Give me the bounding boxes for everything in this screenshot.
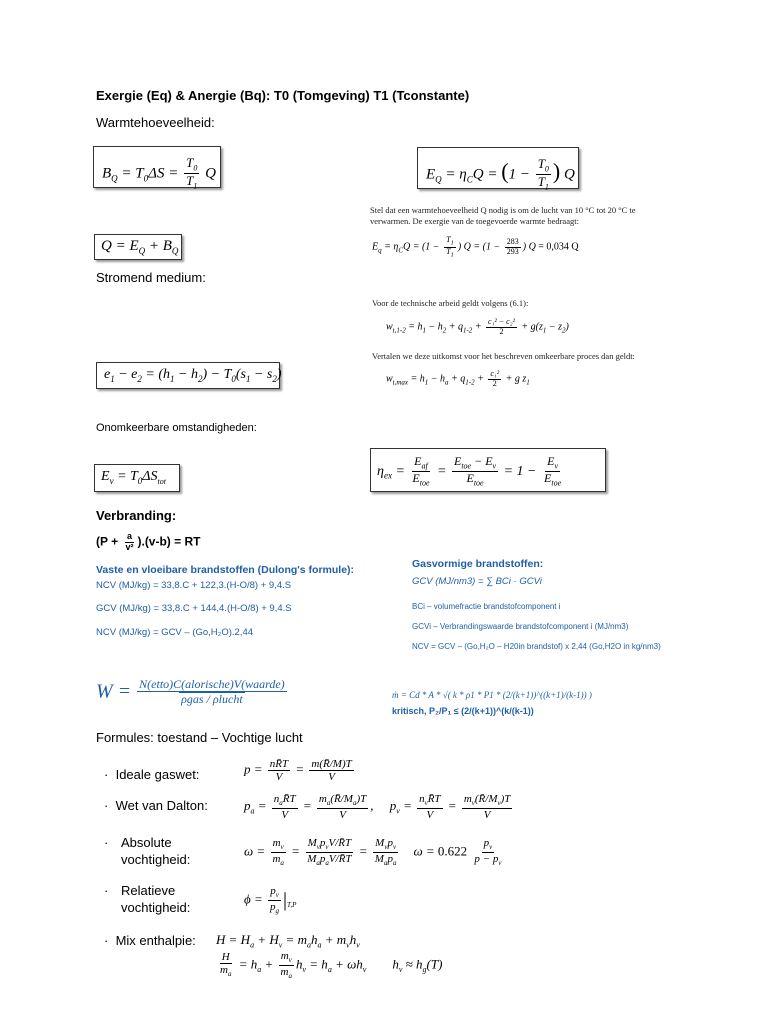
absolute-vochtigheid-label: Absolute vochtigheid: (121, 835, 191, 867)
gas-heading: Gasvormige brandstoffen: (412, 558, 544, 570)
bullet-mix-enthalpie: · Mix enthalpie: (104, 933, 196, 948)
relatieve-vochtigheid-label: Relatieve vochtigheid: (121, 883, 191, 915)
formula-mix-enthalpie-1: $H = H_a + H_v = m_ah_a + m_vh_v$ (216, 932, 360, 950)
scan-techn-arbeid: Voor de technische arbeid geldt volgens (6.1): (372, 298, 529, 308)
section-onomkeerbaar: Onomkeerbare omstandigheden: (96, 422, 257, 434)
formula-vanderwaals: (P + $\frac{a}{\text{v²}}$ ).(v-b) = RT (96, 531, 201, 552)
gas-bci: BCi – volumefractie brandstofcomponent i (412, 602, 561, 611)
section-verbranding: Verbranding: (96, 508, 177, 523)
scan-warmte-line1: Stel dat een warmtehoeveelheid Q nodig is om de lucht van 10 °C tot 20 °C te (370, 205, 636, 215)
formula-ev: $E_v = T_0\Delta S_{tot}$ (94, 464, 180, 492)
bullet-dalton: · Wet van Dalton: (104, 798, 208, 813)
scan-exergie-calc: $E_q = \eta_CQ = (1$ − $\frac{T_1}{T_1}$ ) Q = (1 − $\frac{283}{293}$ ) Q = 0,034 Q (372, 235, 579, 259)
formula-dalton: $p_a$ = $\frac{n_aR̄T}{V}$ = $\frac{m_a(R̄/M_a)T}{V}$ , $p_v$ = $\frac{n_vR̄T}{V}$ = $\frac{m_v(R̄/M_v)T}{V}$ (244, 793, 511, 821)
formula-massflow: ṁ = Cd * A * √( k * ρ1 * P1 * (2/(k+1))^((k+1)/(k-1)) ) (392, 690, 592, 700)
vloeibaar-ncv2: NCV (MJ/kg) = GCV – (Go,H₂O).2,44 (96, 627, 254, 638)
section-warmte: Warmtehoeveelheid: (96, 115, 215, 130)
vloeibaar-gcv: GCV (MJ/kg) = 33,8.C + 144,4.(H-O/8) + 9,4.S (96, 603, 292, 614)
formula-relatieve-vochtigheid: ϕ = $\frac{p_v}{p_g}$ $|_{T,P}$ (244, 885, 297, 916)
vloeibaar-heading: Vaste en vloeibare brandstoffen (Dulong's formule): (96, 564, 355, 576)
vloeibaar-ncv1: NCV (MJ/kg) = 33,8.C + 122,3.(H-O/8) + 9,4.S (96, 580, 292, 591)
formula-e1-e2: $e_1 - e_2 = (h_1 - h_2) - T_0(s_1 - s_2)$ (96, 362, 280, 389)
formula-ideale-gaswet: p = $\frac{nR̄T}{V}$ = $\frac{m(R̄/M)T}{V}$ (244, 758, 352, 784)
formula-kritisch: kritisch, P₂/P₁ ≤ (2/(k+1))^(k/(k-1)) (392, 706, 534, 716)
bullet-relatieve-vochtigheid: · Relatieve vochtigheid: (104, 882, 214, 916)
formula-bq: $B_Q = T_0\Delta S$ = $\frac{T_0}{T_1}$ Q (93, 146, 221, 188)
formula-wobbe: W = $\frac{\text{N(etto)C(alorische)V(waarde)}}{\text{ρgas / ρlucht}}$ (96, 677, 285, 707)
formula-absolute-vochtigheid: ω = $\frac{m_v}{m_a}$ = $\frac{M_vp_vV/R̄T}{M_ap_aV/R̄T}$ = $\frac{M_vp_v}{M_ap_a}$ ω = 0.622 $\frac{p_v}{p - p_v}$ (244, 837, 502, 868)
scan-wmax-formula: $w_{t,max} = h_1 - h_a + q_{1-2}$ + $\frac{\text{c₁²}}{2}$ + g $z_1$ (386, 369, 530, 388)
section-stromend: Stromend medium: (96, 270, 206, 285)
formula-mix-enthalpie-2: $\frac{H}{m_a}$ = $h_a$ + $\frac{m_v}{m_a}$ $h_v = h_a + \omega h_v$ $h_v \approx h_g(T)$ (220, 950, 443, 981)
gas-gcv: GCV (MJ/nm3) = ∑ BCi · GCVi (412, 576, 542, 587)
formula-eta-ex: $\eta_{ex}$ = $\frac{E_{af}}{E_{toe}}$ = $\frac{E_{toe} - E_v}{E_{toe}}$ = 1 − $\frac{E_v}{E_{toe}}$ (370, 448, 606, 492)
scan-wt-formula: $w_{t,1-2} = h_1 - h_2 + q_{1-2}$ + $\frac{\text{c₁² − c₂²}}{2}$ + $g(z_1 - z_2)$ (386, 317, 569, 336)
section-formules: Formules: toestand – Vochtige lucht (96, 730, 303, 745)
bullet-absolute-vochtigheid: · Absolute vochtigheid: (104, 834, 214, 868)
formula-eq: $E_Q = \eta_CQ = (1$ − $\frac{T_0}{T_1}$ ) Q (417, 147, 579, 189)
gas-gcvi: GCVi – Verbrandingswaarde brandstofcomponent i (MJ/nm3) (412, 622, 629, 631)
formula-q: $Q = E_Q + B_Q$ (94, 234, 182, 260)
scan-warmte-line2: verwarmen. De exergie van de toegevoerde warmte bedraagt: (370, 216, 579, 226)
gas-ncv: NCV = GCV – (Go,H₂O – H20in brandstof) x 2,44 (Go,H2O in kg/nm3) (412, 642, 661, 651)
page-title: Exergie (Eq) & Anergie (Bq): T0 (Tomgeving) T1 (Tconstante) (96, 88, 470, 103)
bullet-ideale-gaswet: · Ideale gaswet: (104, 767, 200, 782)
scan-vertalen: Vertalen we deze uitkomst voor het beschreven omkeerbare proces dan geldt: (372, 351, 635, 361)
